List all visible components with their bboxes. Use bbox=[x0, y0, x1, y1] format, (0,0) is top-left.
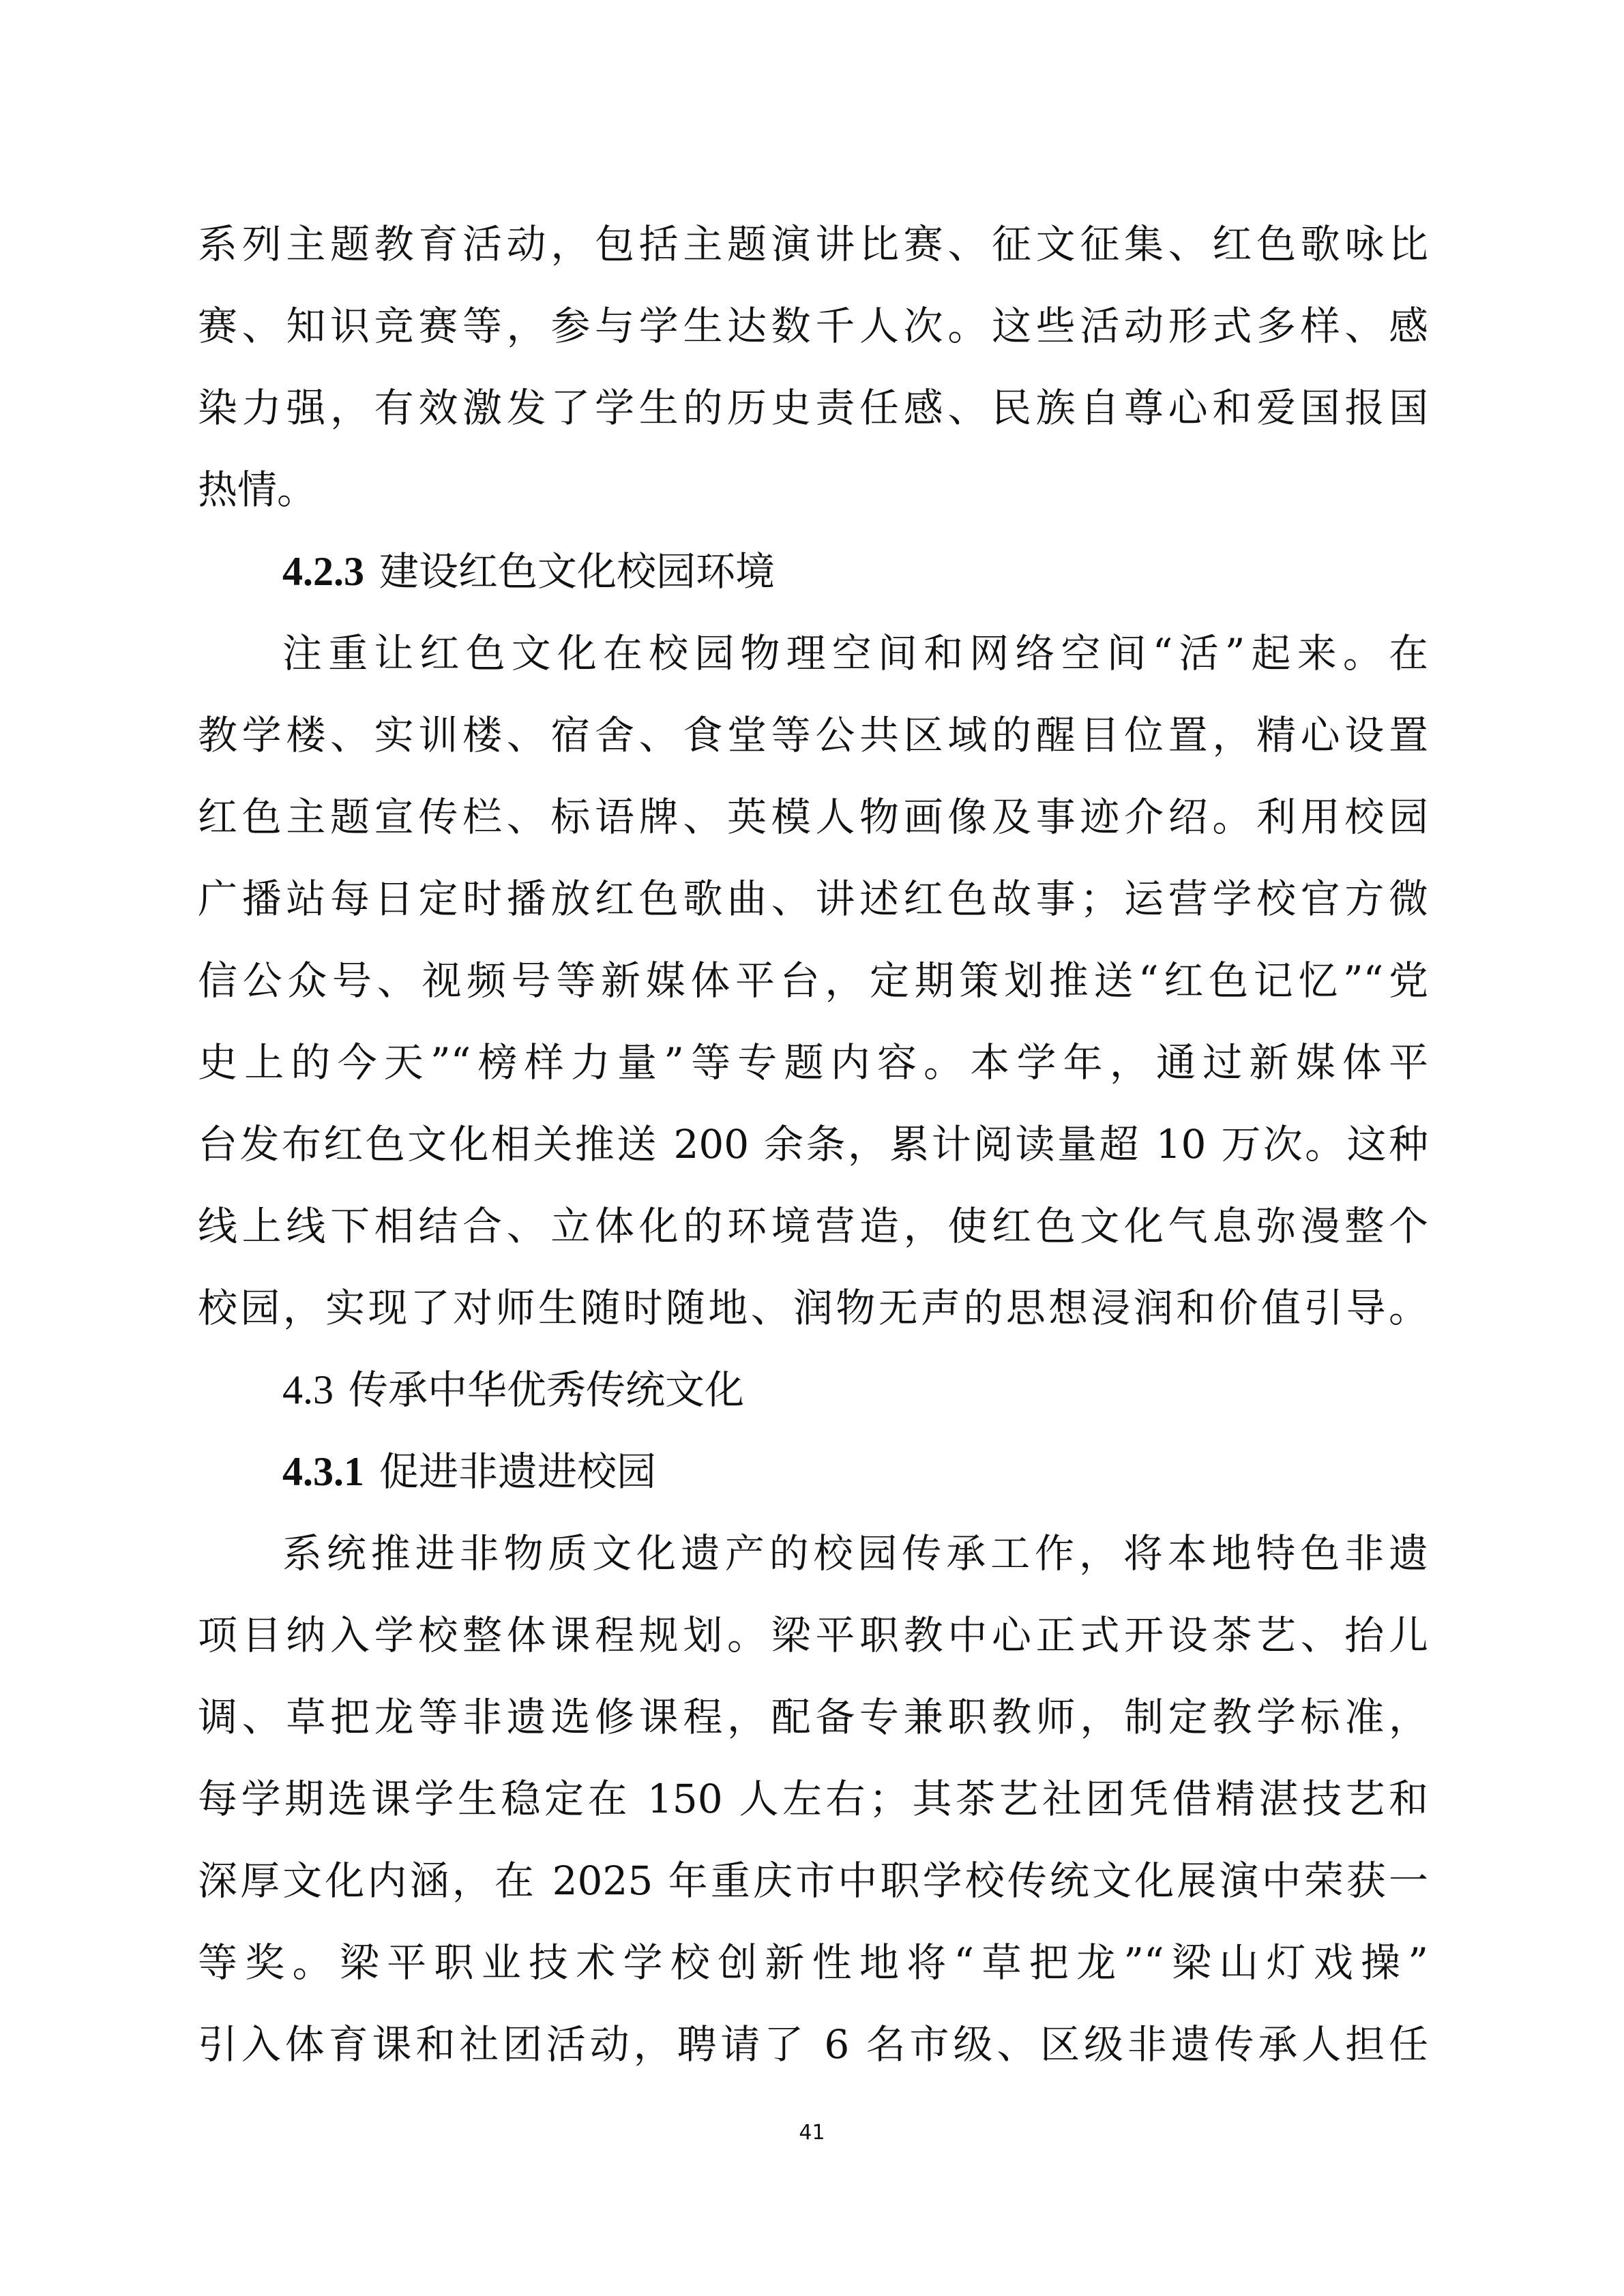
paragraph-intangible-heritage bbox=[198, 1512, 1428, 2085]
text-line: 染力强，有效激发了学生的历史责任感、民族自尊心和爱国报国 bbox=[198, 385, 1428, 431]
text-line: 等奖。梁平职业技术学校创新性地将“草把龙”“梁山灯戏操” bbox=[198, 1939, 1428, 1986]
text-line: 教学楼、实训楼、宿舍、食堂等公共区域的醒目位置，精心设置 bbox=[198, 712, 1428, 758]
heading-number: 4.3.1 bbox=[282, 1449, 364, 1494]
paragraph-red-culture-environment bbox=[198, 612, 1428, 1349]
paragraph-continuation bbox=[198, 203, 1428, 531]
text-line: 注重让红色文化在校园物理空间和网络空间“活”起来。在 bbox=[282, 630, 1428, 676]
section-heading-4-3-1 bbox=[198, 1431, 1428, 1512]
text-line: 赛、知识竞赛等，参与学生达数千人次。这些活动形式多样、感 bbox=[198, 303, 1428, 349]
text-line: 史上的今天”“榜样力量”等专题内容。本学年，通过新媒体平 bbox=[198, 1039, 1428, 1086]
heading-text: 建设红色文化校园环境 bbox=[379, 548, 776, 595]
document-page bbox=[198, 203, 1428, 2085]
section-heading-4-2-3 bbox=[198, 531, 1428, 612]
heading-text: 传承中华优秀传统文化 bbox=[349, 1367, 745, 1413]
heading-number: 4.2.3 bbox=[282, 549, 364, 594]
text-line: 校园，实现了对师生随时随地、润物无声的思想浸润和价值引导。 bbox=[198, 1285, 1428, 1331]
text-line: 系统推进非物质文化遗产的校园传承工作，将本地特色非遗 bbox=[282, 1530, 1428, 1577]
text-line: 深厚文化内涵，在 2025 年重庆市中职学校传统文化展演中荣获一 bbox=[198, 1858, 1428, 1904]
text-line: 引入体育课和社团活动，聘请了 6 名市级、区级非遗传承人担任 bbox=[198, 2021, 1428, 2068]
text-line: 每学期选课学生稳定在 150 人左右；其茶艺社团凭借精湛技艺和 bbox=[198, 1776, 1428, 1822]
page-number: 41 bbox=[799, 2121, 825, 2145]
section-heading-4-3 bbox=[198, 1349, 1428, 1431]
text-line: 项目纳入学校整体课程规划。梁平职教中心正式开设茶艺、抬儿 bbox=[198, 1612, 1428, 1658]
text-line: 红色主题宣传栏、标语牌、英模人物画像及事迹介绍。利用校园 bbox=[198, 794, 1428, 840]
text-line: 热情。 bbox=[198, 466, 317, 513]
heading-text: 促进非遗进校园 bbox=[379, 1448, 657, 1495]
text-line: 调、草把龙等非遗选修课程，配备专兼职教师，制定教学标准， bbox=[198, 1694, 1428, 1740]
text-line: 广播站每日定时播放红色歌曲、讲述红色故事；运营学校官方微 bbox=[198, 876, 1428, 922]
text-line: 系列主题教育活动，包括主题演讲比赛、征文征集、红色歌咏比 bbox=[198, 221, 1428, 267]
text-line: 台发布红色文化相关推送 200 余条，累计阅读量超 10 万次。这种 bbox=[198, 1121, 1428, 1167]
text-line: 线上线下相结合、立体化的环境营造，使红色文化气息弥漫整个 bbox=[198, 1203, 1428, 1249]
heading-number: 4.3 bbox=[282, 1367, 334, 1412]
text-line: 信公众号、视频号等新媒体平台，定期策划推送“红色记忆”“党 bbox=[198, 957, 1428, 1004]
